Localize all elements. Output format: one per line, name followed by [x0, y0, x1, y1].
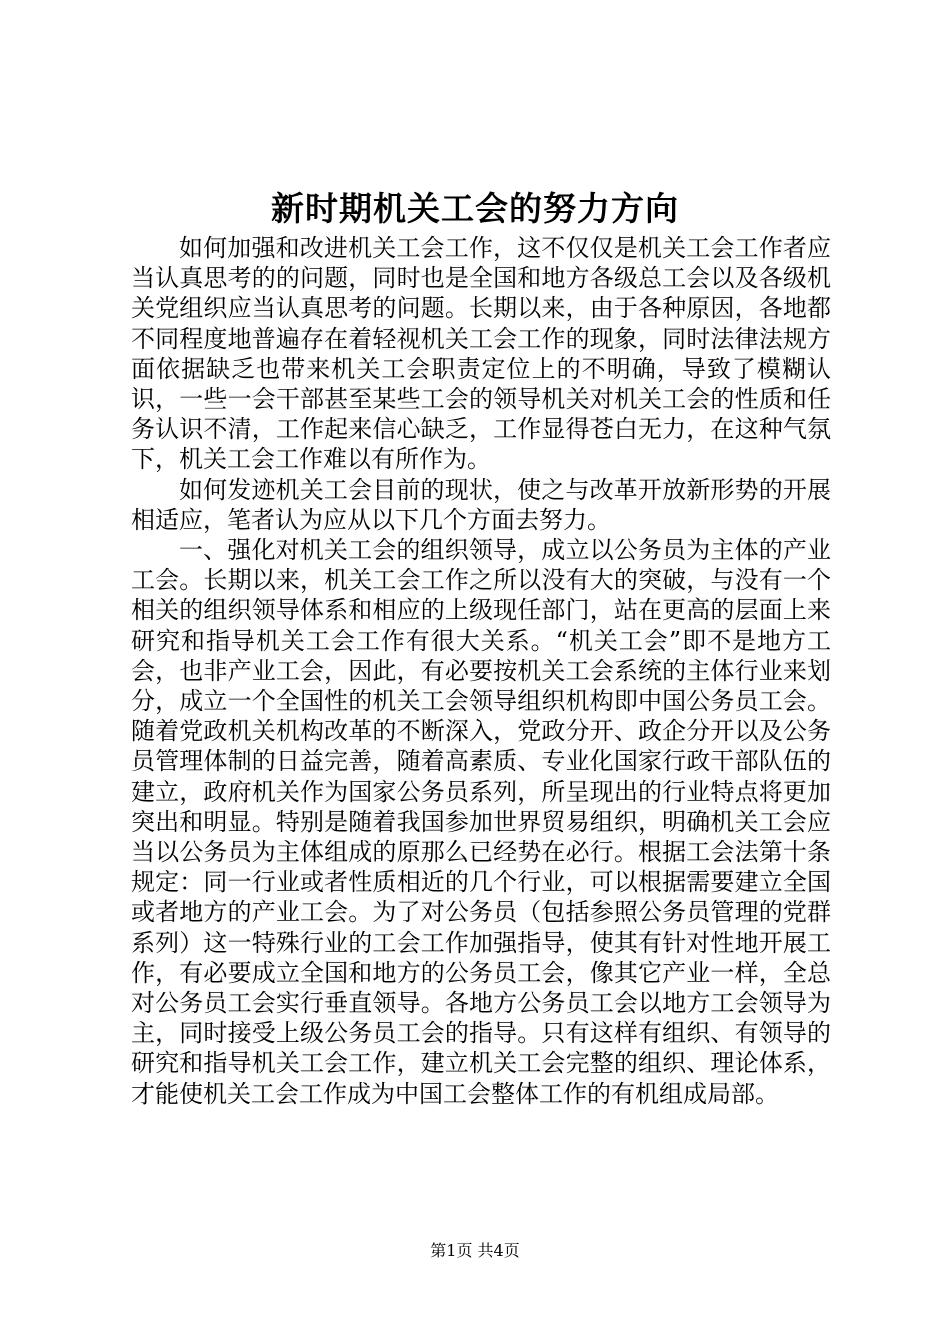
- paragraph-intro: 如何加强和改进机关工会工作，这不仅仅是机关工会工作者应当认真思考的的问题，同时也是全国和地方各级总工会以及各级机关党组织应当认真思考的问题。长期以来，由于各种原因，各地都不同程度地普遍存在着轻视机关工会工作的现象，同时法律法规方面依据缺乏也带来机关工会职责定位上的不明确，导致了模糊认识，一些一会干部甚至某些工会的领导机关对机关工会的性质和任务认识不清，工作起来信心缺乏，工作显得苍白无力，在这种气氛下，机关工会工作难以有所作为。: [131, 234, 831, 474]
- document-title: 新时期机关工会的努力方向: [271, 189, 679, 228]
- paragraph-approach: 如何发迹机关工会目前的现状，使之与改革开放新形势的开展相适应，笔者认为应从以下几个方面去努力。: [131, 475, 831, 534]
- page-footer: 第1页 共4页: [430, 1241, 520, 1260]
- document-body: [131, 233, 831, 1109]
- paragraph-section-one: 一、强化对机关工会的组织领导，成立以公务员为主体的产业工会。长期以来，机关工会工作之所以没有大的突破，与没有一个相关的组织领导体系和相应的上级现任部门，站在更高的层面上来研究和指导机关工会工作有很大关系。“机关工会”即不是地方工会，也非产业工会，因此，有必要按机关工会系统的主体行业来划分，成立一个全国性的机关工会领导组织机构即中国公务员工会。随着党政机关机构改革的不断深入，党政分开、政企分开以及公务员管理体制的日益完善，随着高素质、专业化国家行政干部队伍的建立，政府机关作为国家公务员系列，所呈现出的行业特点将更加突出和明显。特别是随着我国参加世界贸易组织，明确机关工会应当以公务员为主体组成的原那么已经势在必行。根据工会法第十条规定：同一行业或者性质相近的几个行业，可以根据需要建立全国或者地方的产业工会。为了对公务员（包括参照公务员管理的党群系列）这一特殊行业的工会工作加强指导，使其有针对性地开展工作，有必要成立全国和地方的公务员工会，像其它产业一样，全总对公务员工会实行垂直领导。各地方公务员工会以地方工会领导为主，同时接受上级公务员工会的指导。只有这样有组织、有领导的研究和指导机关工会工作，建立机关工会完整的组织、理论体系，才能使机关工会工作成为中国工会整体工作的有机组成局部。: [131, 536, 831, 1108]
